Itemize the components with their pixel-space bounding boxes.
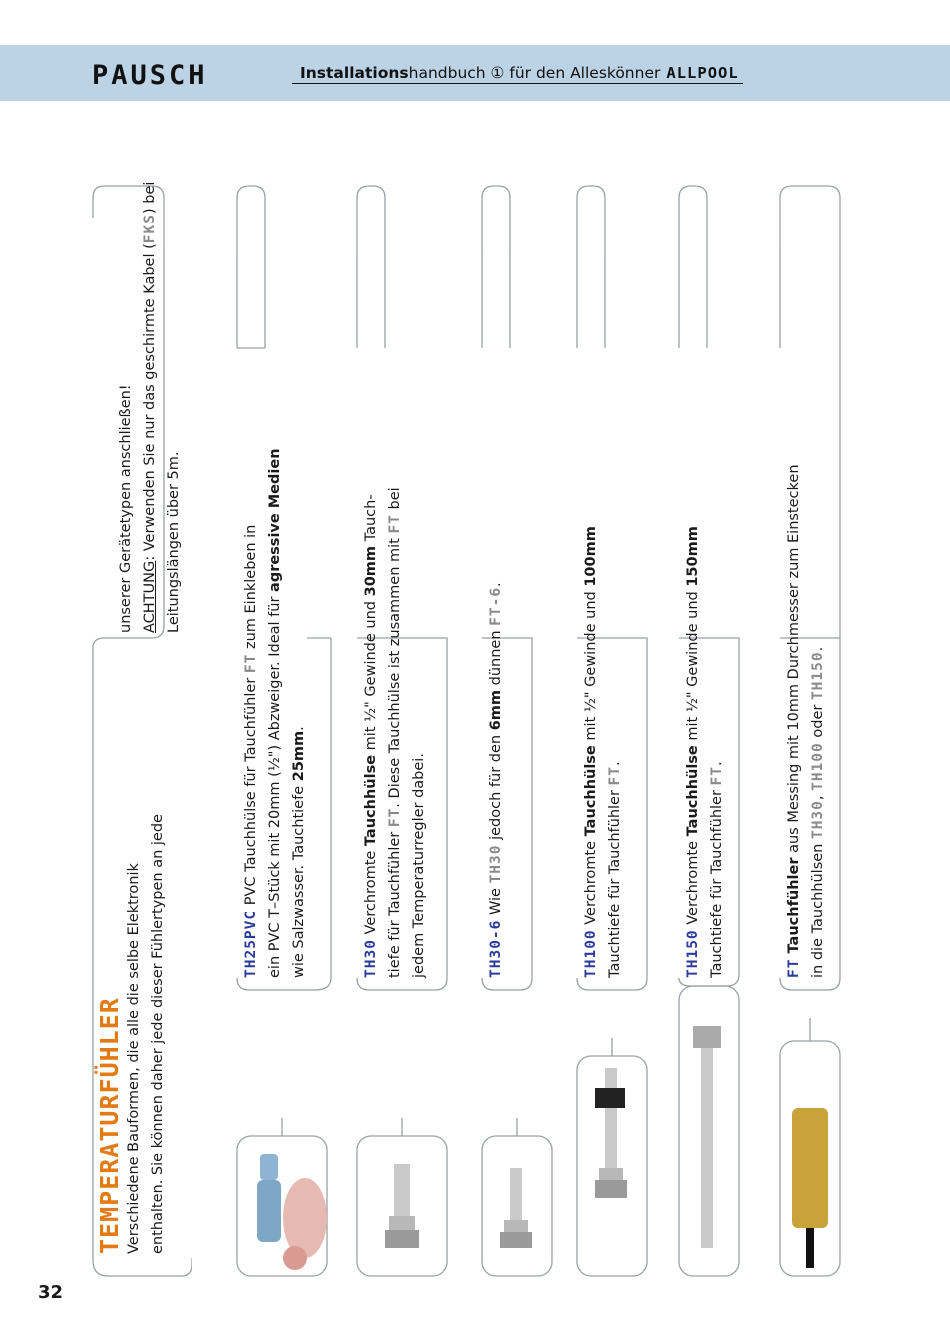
intro-line1-cont: unserer Gerätetypen anschließen! <box>118 384 134 633</box>
intro-line1: Verschiedene Bauformen, die alle die selbe Elektronik <box>126 863 142 1254</box>
header-title-bold: Installations <box>300 64 409 82</box>
th30-6-code: TH30-6 <box>488 919 504 978</box>
achtung-line: ACHTUNG: Verwenden Sie nur das geschirmte Kabel (FKS) bei <box>142 181 158 633</box>
pausch-logo: PAUSCH <box>92 60 208 91</box>
intro-line2: enthalten. Sie können daher jede dieser Fühlertypen an jede <box>150 814 166 1254</box>
th150-line1: TH150 Verchromte Tauchhülse mit ½" Gewinde und 150mm <box>685 526 701 978</box>
th30-line1: TH30 Verchromte Tauchhülse mit ½" Gewinde und 30mm Tauch- <box>363 494 379 978</box>
th30-6-line1: TH30-6 Wie TH30 jedoch für den 6mm dünnen FT-6. <box>488 582 504 978</box>
th30-text <box>359 487 431 978</box>
item-th25pvc <box>235 178 335 1278</box>
th150-line2: Tauchtiefe für Tauchfühler FT. <box>709 761 725 978</box>
ft-line1: FT Tauchfühler aus Messing mit 10mm Durchmesser zum Einstecken <box>786 464 802 978</box>
item-th30-6 <box>480 178 580 1278</box>
rotated-content <box>80 178 880 1278</box>
th25pvc-line1: TH25PVC PVC Tauchhülse für Tauchfühler FT zum Einkleben in <box>243 524 259 978</box>
allpool-logo: ALLPOOL <box>666 64 739 82</box>
th30-line2: tiefe für Tauchfühler FT. Diese Tauchhülse ist zusammen mit FT bei <box>387 487 403 978</box>
intro-title: TEMPERATURFÜHLER <box>95 997 124 1254</box>
th150-code: TH150 <box>685 929 701 978</box>
item-th30 <box>355 178 455 1278</box>
th100-text <box>579 526 627 978</box>
th100-code: TH100 <box>583 929 599 978</box>
th25pvc-code: TH25PVC <box>243 909 259 978</box>
th100-line1: TH100 Verchromte Tauchhülse mit ½" Gewinde und 100mm <box>583 526 599 978</box>
th30-line3: jedem Temperaturregler dabei. <box>411 753 427 978</box>
th25pvc-line3: wie Salzwasser. Tauchtiefe 25mm. <box>291 726 307 978</box>
th25pvc-text <box>239 448 311 978</box>
page-number: 32 <box>38 1282 64 1303</box>
ft-code: FT <box>786 958 802 978</box>
th30-6-text <box>484 582 508 978</box>
th150-text <box>681 526 729 978</box>
header-title <box>292 64 743 84</box>
item-th150 <box>677 178 777 1278</box>
header-title-rest: handbuch ① für den Alleskönner <box>408 64 661 82</box>
intro-text-right <box>114 182 186 633</box>
ft-line2: in die Tauchhülsen TH30, TH100 oder TH150. <box>810 646 826 978</box>
intro-row <box>92 178 192 1278</box>
th100-line2: Tauchtiefe für Tauchfühler FT. <box>607 761 623 978</box>
intro-text <box>95 814 170 1254</box>
ft-text <box>782 464 830 978</box>
th30-code: TH30 <box>363 939 379 978</box>
th25pvc-line2: ein PVC T–Stück mit 20mm (½") Abzweiger. Ideal für agressive Medien <box>267 448 283 978</box>
item-th100 <box>575 178 675 1278</box>
achtung-label: ACHTUNG <box>142 560 158 633</box>
item-ft <box>778 178 878 1278</box>
achtung-line2: Leitungslängen über 5m. <box>166 451 182 633</box>
fks-code: FKS <box>142 214 158 244</box>
